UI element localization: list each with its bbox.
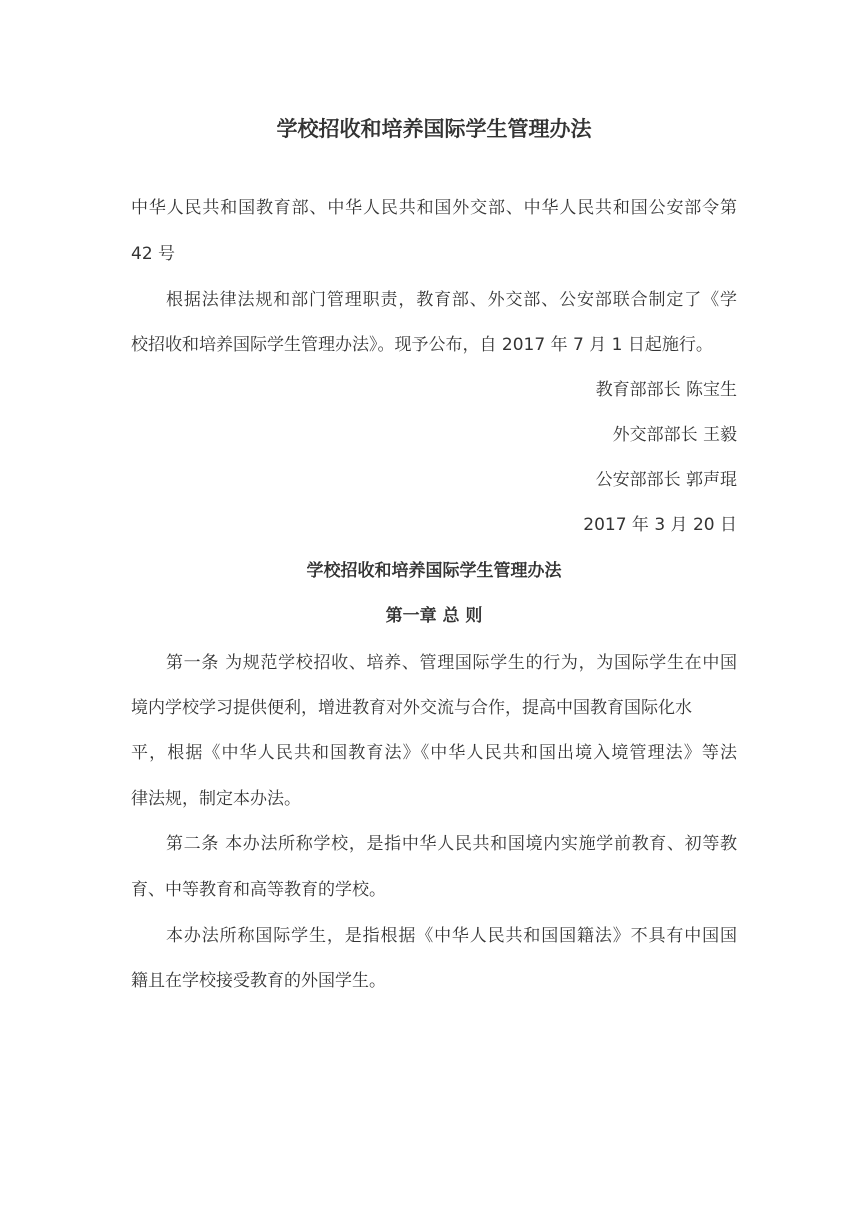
signatory-foreign-affairs: 外交部部长 王毅 <box>612 425 737 445</box>
preamble-line-1: 根据法律法规和部门管理职责，教育部、外交部、公安部联合制定了《学 <box>166 290 737 310</box>
signatory-public-security: 公安部部长 郭声琨 <box>595 470 737 490</box>
decree-line-2: 42 号 <box>131 244 176 264</box>
article2-line-2: 育、中等教育和高等教育的学校。 <box>131 880 386 900</box>
article2-line-1: 第二条 本办法所称学校，是指中华人民共和国境内实施学前教育、初等教 <box>166 834 737 854</box>
article1-line-4: 律法规，制定本办法。 <box>131 789 301 809</box>
article2-para2-line-2: 籍且在学校接受教育的外国学生。 <box>131 971 386 991</box>
chapter-heading: 第一章 总 则 <box>385 606 483 626</box>
signatory-education: 教育部部长 陈宝生 <box>595 380 737 400</box>
article1-line-3: 平，根据《中华人民共和国教育法》《中华人民共和国出境入境管理法》等法 <box>131 743 737 763</box>
article1-line-1: 第一条 为规范学校招收、培养、管理国际学生的行为，为国际学生在中国 <box>166 653 737 673</box>
article2-para2-line-1: 本办法所称国际学生，是指根据《中华人民共和国国籍法》不具有中国国 <box>166 926 737 946</box>
decree-date: 2017 年 3 月 20 日 <box>583 515 737 535</box>
decree-line-1: 中华人民共和国教育部、中华人民共和国外交部、中华人民共和国公安部令第 <box>131 198 737 218</box>
article1-line-2: 境内学校学习提供便利，增进教育对外交流与合作，提高中国教育国际化水 <box>131 698 692 718</box>
document-title: 学校招收和培养国际学生管理办法 <box>276 117 592 141</box>
preamble-line-2: 校招收和培养国际学生管理办法》。现予公布，自 2017 年 7 月 1 日起施行。 <box>131 335 713 355</box>
regulation-subtitle: 学校招收和培养国际学生管理办法 <box>306 561 562 581</box>
